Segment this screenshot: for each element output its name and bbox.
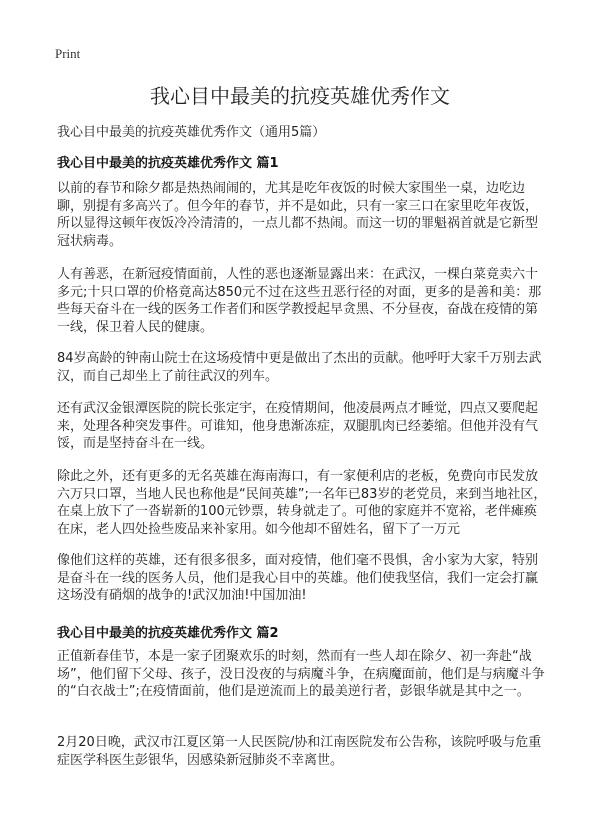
section-1-paragraph-4: 还有武汉金银潭医院的院长张定宇，在疫情期间，他凌晨两点才睡觉，四点又要爬起来，处理各种突发事件。可谁知，他身患渐冻症，双腿肌肉已经萎缩。但他并没有气馁，而是坚持奋斗在一线。 (57, 401, 539, 451)
section-2-paragraph-1: 正值新春佳节，本是一家子团聚欢乐的时刻，然而有一些人却在除夕、初一奔赴“战场”，他们留下父母、孩子，没日没夜的与病魔斗争，在病魔面前，他们是与病魔斗争的“白衣战士”;在疫情面前，他们是逆流而上的最美逆行者，彭银华就是其中之一。 (57, 649, 545, 699)
document-subtitle: 我心目中最美的抗疫英雄优秀作文（通用5篇） (57, 125, 326, 140)
section-1-paragraph-3: 84岁高龄的钟南山院士在这场疫情中更是做出了杰出的贡献。他呼吁大家千万别去武汉，而自己却坐上了前往武汉的列车。 (57, 351, 542, 384)
section-2-heading: 我心目中最美的抗疫英雄优秀作文 篇2 (57, 626, 279, 641)
section-1-heading: 我心目中最美的抗疫英雄优秀作文 篇1 (57, 156, 279, 171)
section-1-paragraph-5: 除此之外，还有更多的无名英雄在海南海口，有一家便利店的老板，免费向市民发放六万只口罩，当地人民也称他是“民间英雄”;一名年已83岁的老党员，来到当地社区，在桌上放下了一沓崭新的100元钞票，转身就走了。可他的家庭并不宽裕，老伴瘫痪在床，老人四处捡些废品来补家用。如今他却不留姓名，留下了一万元 (57, 469, 547, 537)
section-2-paragraph-2: 2月20日晚，武汉市江夏区第一人民医院/协和江南医院发布公告称，该院呼吸与危重症医学科医生彭银华，因感染新冠肺炎不幸离世。 (57, 735, 542, 768)
section-1-paragraph-2: 人有善恶，在新冠疫情面前，人性的恶也逐渐显露出来：在武汉，一棵白菜竟卖六十多元;十只口罩的价格竟高达850元不过在这些丑恶行径的对面，更多的是善和美：那些每天奋斗在一线的医务工作者们和医学教授起早贪黑、不分昼夜，奋战在疫情的第一线，保卫着人民的健康。 (57, 267, 542, 335)
page-title: 我心目中最美的抗疫英雄优秀作文 (150, 84, 450, 108)
print-link[interactable]: Print (55, 46, 81, 61)
section-1-paragraph-6: 像他们这样的英雄，还有很多很多，面对疫情，他们毫不畏惧，舍小家为大家，特别是奋斗在一线的医务人员，他们是我心目中的英雄。他们使我坚信，我们一定会打赢这场没有硝烟的战争的!武汉加油!中国加油! (57, 553, 539, 603)
section-1-paragraph-1: 以前的春节和除夕都是热热闹闹的，尤其是吃年夜饭的时候大家围坐一桌，边吃边聊，别提有多高兴了。但今年的春节，并不是如此，只有一家三口在家里吃年夜饭，所以显得这顿年夜饭冷冷清清的，一点儿都不热闹。而这一切的罪魁祸首就是它新型冠状病毒。 (57, 181, 539, 249)
